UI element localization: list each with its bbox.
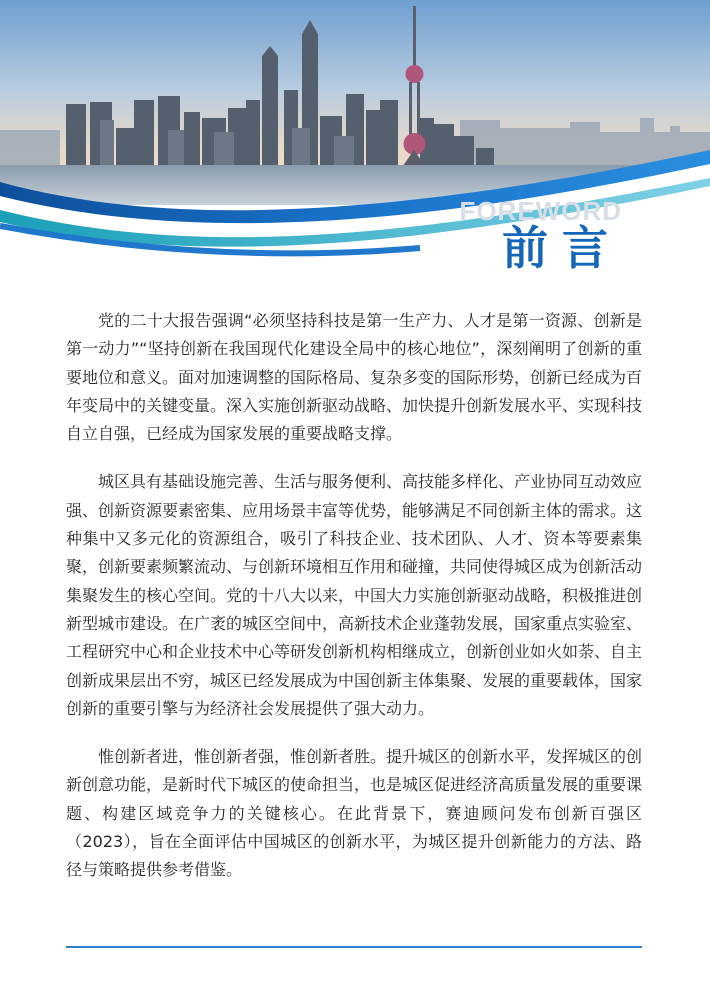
foreword-body bbox=[66, 307, 642, 905]
bottom-divider bbox=[66, 946, 642, 948]
paragraph-1: 党的二十大报告强调“必须坚持科技是第一生产力、人才是第一资源、创新是第一动力”“坚持创新在我国现代化建设全局中的核心地位”，深刻阐明了创新的重要地位和意义。面对加速调整的国际格局、复杂多变的国际形势，创新已经成为百年变局中的关键变量。深入实施创新驱动战略、加快提升创新发展水平、实现科技自立自强，已经成为国家发展的重要战略支撑。 bbox=[66, 311, 643, 444]
page-title-block bbox=[442, 196, 622, 276]
title-english: FOREWORD bbox=[459, 196, 622, 226]
page-title: 前言 bbox=[502, 221, 622, 275]
paragraph-3: 惟创新者进，惟创新者强，惟创新者胜。提升城区的创新水平，发挥城区的创新创意功能，是新时代下城区的使命担当，也是城区促进经济高质量发展的重要课题、构建区域竞争力的关键核心。在此背景下，赛迪顾问发布创新百强区（2023），旨在全面评估中国城区的创新水平，为城区提升创新能力的方法、路径与策略提供参考借鉴。 bbox=[66, 747, 643, 880]
paragraph-2: 城区具有基础设施完善、生活与服务便利、高技能多样化、产业协同互动效应强、创新资源要素密集、应用场景丰富等优势，能够满足不同创新主体的需求。这种集中又多元化的资源组合，吸引了科技企业、技术团队、人才、资本等要素集聚，创新要素频繁流动、与创新环境相互作用和碰撞，共同使得城区成为创新活动集聚发生的核心空间。党的十八大以来，中国大力实施创新驱动战略，积极推进创新型城市建设。在广袤的城区空间中，高新技术企业蓬勃发展，国家重点实验室、工程研究中心和企业技术中心等研发创新机构相继成立，创新创业如火如荼、自主创新成果层出不穷，城区已经发展成为中国创新主体集聚、发展的重要载体，国家创新的重要引擎与为经济社会发展提供了强大动力。 bbox=[66, 472, 643, 718]
